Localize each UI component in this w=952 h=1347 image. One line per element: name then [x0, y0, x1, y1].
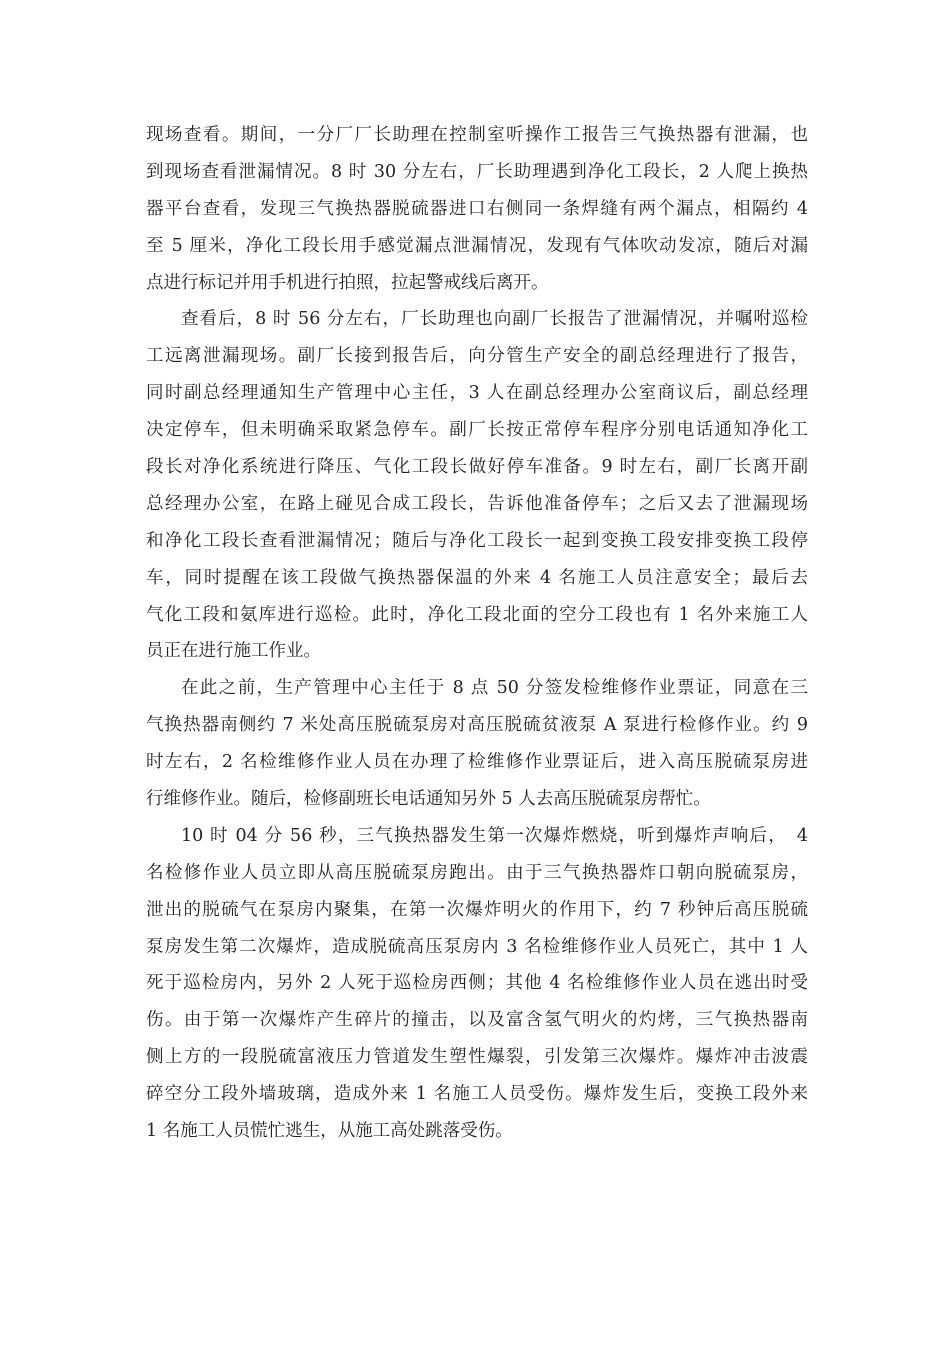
paragraph-4-line-5: 死于巡检房内，另外 2 人死于巡检房西侧；其他 4 名检维修作业人员在逃出时受 — [146, 973, 808, 994]
paragraph-1-line-3: 器平台查看，发现三气换热器脱硫器进口右侧同一条焊缝有两个漏点，相隔约 4 — [146, 198, 808, 219]
paragraph-4-line-6: 伤。由于第一次爆炸产生碎片的撞击，以及富含氢气明火的灼烤，三气换热器南 — [146, 1010, 808, 1031]
paragraph-1-line-4: 至 5 厘米，净化工段长用手感觉漏点泄漏情况，发现有气体吹动发凉，随后对漏 — [146, 235, 808, 256]
paragraph-2-line-9: 气化工段和氨库进行巡检。此时，净化工段北面的空分工段也有 1 名外来施工人 — [146, 604, 808, 625]
paragraph-1-line-2: 到现场查看泄漏情况。8 时 30 分左右，厂长助理遇到净化工段长，2 人爬上换热 — [146, 161, 808, 182]
paragraph-4-line-4: 泵房发生第二次爆炸，造成脱硫高压泵房内 3 名检维修作业人员死亡，其中 1 人 — [146, 936, 808, 957]
paragraph-1-line-1: 现场查看。期间，一分厂厂长助理在控制室听操作工报告三气换热器有泄漏，也 — [146, 125, 808, 145]
paragraph-2-line-8: 车，同时提醒在该工段做气换热器保温的外来 4 名施工人员注意安全；最后去 — [146, 567, 808, 588]
paragraph-2-line-7: 和净化工段长查看泄漏情况；随后与净化工段长一起到变换工段安排变换工段停 — [146, 530, 808, 551]
paragraph-3-line-2: 气换热器南侧约 7 米处高压脱硫泵房对高压脱硫贫液泵 A 泵进行检修作业。约 9 — [146, 715, 808, 736]
paragraph-1-line-5: 点进行标记并用手机进行拍照，拉起警戒线后离开。 — [146, 272, 549, 293]
paragraph-2-line-10: 员正在进行施工作业。 — [146, 641, 321, 662]
paragraph-2-line-3: 同时副总经理通知生产管理中心主任，3 人在副总经理办公室商议后，副总经理 — [146, 383, 808, 404]
document-body — [146, 117, 808, 1150]
paragraph-3-line-3: 时左右，2 名检维修作业人员在办理了检维修作业票证后，进入高压脱硫泵房进 — [146, 752, 808, 773]
paragraph-2-line-6: 总经理办公室，在路上碰见合成工段长，告诉他准备停车；之后又去了泄漏现场 — [146, 493, 808, 514]
paragraph-2-line-4: 决定停车，但未明确采取紧急停车。副厂长按正常停车程序分别电话通知净化工 — [146, 420, 808, 441]
paragraph-2-line-1: 查看后，8 时 56 分左右，厂长助理也向副厂长报告了泄漏情况，并嘱咐巡检 — [181, 309, 808, 330]
paragraph-2-line-5: 段长对净化系统进行降压、气化工段长做好停车准备。9 时左右，副厂长离开副 — [146, 457, 808, 478]
paragraph-3-line-1: 在此之前，生产管理中心主任于 8 点 50 分签发检维修作业票证，同意在三 — [181, 678, 808, 699]
paragraph-2-line-2: 工远离泄漏现场。副厂长接到报告后，向分管生产安全的副总经理进行了报告， — [146, 346, 808, 367]
paragraph-3-line-4: 行维修作业。随后，检修副班长电话通知另外 5 人去高压脱硫泵房帮忙。 — [146, 789, 711, 810]
paragraph-4-line-1: 10 时 04 分 56 秒，三气换热器发生第一次爆炸燃烧，听到爆炸声响后， 4 — [181, 825, 808, 846]
paragraph-4-line-9: 1 名施工人员慌忙逃生，从施工高处跳落受伤。 — [146, 1121, 513, 1142]
paragraph-4-line-2: 名检修作业人员立即从高压脱硫泵房跑出。由于三气换热器炸口朝向脱硫泵房， — [146, 862, 808, 883]
paragraph-4-line-7: 侧上方的一段脱硫富液压力管道发生塑性爆裂，引发第三次爆炸。爆炸冲击波震 — [146, 1047, 808, 1068]
paragraph-4-line-8: 碎空分工段外墙玻璃，造成外来 1 名施工人员受伤。爆炸发生后，变换工段外来 — [146, 1084, 808, 1105]
paragraph-4-line-3: 泄出的脱硫气在泵房内聚集，在第一次爆炸明火的作用下，约 7 秒钟后高压脱硫 — [146, 899, 808, 920]
